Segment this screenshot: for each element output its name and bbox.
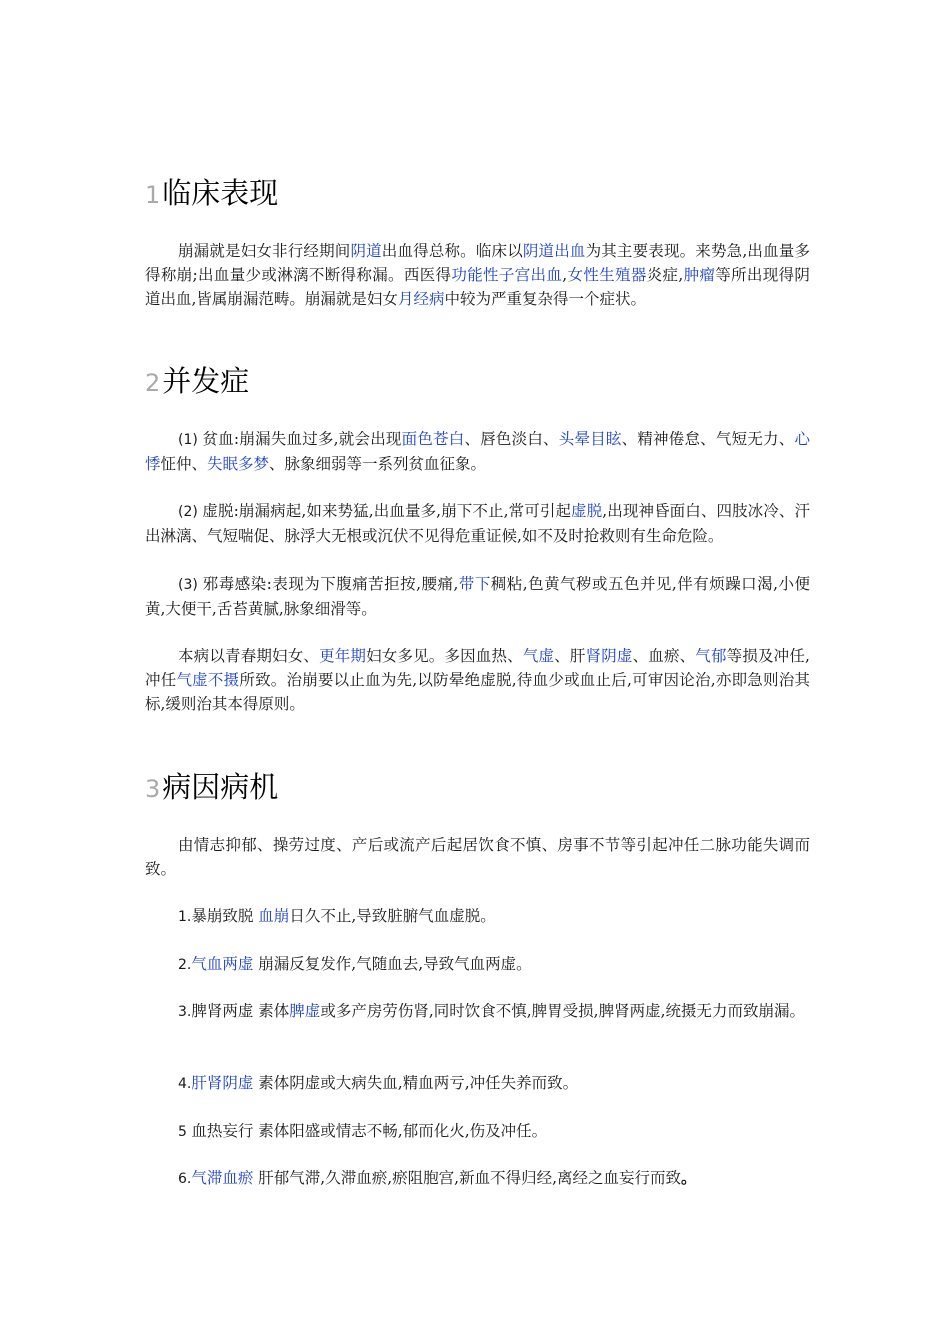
term-link[interactable]: 肿瘤 — [683, 266, 716, 284]
term-link[interactable]: 脾虚 — [289, 1002, 321, 1020]
paragraph-text: 本病以青春期妇女、 — [178, 647, 320, 665]
term-link[interactable]: 虚脱 — [571, 502, 603, 520]
paragraph-text: ,出现神昏面白、四肢冰冷、汗出淋漓、气短喘促、脉浮大无根或沉伏不见得危重证候,如不及时抢救则有生命危险。 — [145, 502, 810, 545]
paragraph-text: 、精神倦怠、气短无力、 — [621, 430, 795, 448]
term-link[interactable]: 气滞血瘀 — [191, 1169, 254, 1187]
term-link[interactable]: 血崩 — [258, 907, 290, 925]
section-title: 病因病机 — [162, 770, 279, 804]
section-title: 并发症 — [162, 364, 250, 398]
list-marker: 6. — [178, 1171, 192, 1187]
paragraph-text: 崩漏反复发作,气随血去,导致气血两虚。 — [253, 955, 532, 973]
paragraph-text: 由情志抑郁、操劳过度、产后或流产后起居饮食不慎、房事不节等引起冲任二脉功能失调而致。 — [145, 836, 810, 878]
paragraph — [145, 572, 810, 621]
paragraph-text: 、肝 — [554, 647, 586, 665]
term-link[interactable]: 失眠多梦 — [207, 455, 270, 473]
term-link[interactable]: 肾阴虚 — [585, 647, 633, 665]
term-link[interactable]: 气郁 — [695, 647, 727, 665]
paragraph — [145, 904, 810, 929]
term-link[interactable]: 阴道 — [350, 242, 382, 260]
paragraph-text: 。 — [681, 1168, 697, 1187]
paragraph-text: 炎症, — [646, 266, 684, 284]
term-link[interactable]: 气虚 — [522, 647, 555, 665]
paragraph-text: 贫血:崩漏失血过多,就会出现 — [202, 430, 402, 448]
paragraph-text: 稠粘,色黄气秽或五色并见,伴有烦躁口渴,小便黄,大便干,舌苔黄腻,脉象细滑等。 — [145, 575, 810, 618]
paragraph — [145, 1166, 810, 1191]
paragraph — [145, 952, 810, 977]
paragraph — [145, 1119, 810, 1144]
section-number: 3 — [145, 775, 161, 803]
section-heading-3 — [145, 770, 278, 806]
term-link[interactable]: 更年期 — [319, 647, 367, 665]
term-link[interactable]: 女性生殖器 — [567, 266, 647, 284]
paragraph-text: 中较为严重复杂得一个症状。 — [444, 290, 646, 308]
term-link[interactable]: 气虚不摄 — [176, 671, 240, 689]
term-link[interactable]: 月经病 — [397, 290, 445, 308]
term-link[interactable]: 阴道出血 — [522, 242, 586, 260]
paragraph-text: 怔仲、 — [160, 455, 208, 473]
paragraph-text: 血热妄行 素体阳盛或情志不畅,郁而化火,伤及冲任。 — [191, 1122, 548, 1140]
paragraph-text: 、唇色淡白、 — [464, 430, 559, 448]
paragraph-text: 所致。治崩要以止血为先,以防晕绝虚脱,待血少或血止后,可审因论治,亦即急则治其标,缓则治其本得原则。 — [145, 671, 810, 713]
paragraph — [145, 1071, 810, 1096]
paragraph — [145, 644, 810, 716]
paragraph-text: 虚脱:崩漏病起,如来势猛,出血量多,崩下不止,常可引起 — [202, 502, 572, 520]
section-number: 2 — [145, 369, 161, 397]
term-link[interactable]: 头晕目眩 — [558, 430, 622, 448]
paragraph-text: 肝郁气滞,久滞血瘀,瘀阻胞宫,新血不得归经,离经之血妄行而致 — [253, 1169, 682, 1187]
paragraph-text: 等损及冲任,冲任 — [145, 647, 810, 689]
list-marker: 3. — [178, 1004, 192, 1020]
list-marker: (1) — [178, 432, 203, 448]
paragraph-text: 素体阴虚或大病失血,精血两亏,冲任失养而致。 — [253, 1074, 579, 1092]
term-link[interactable]: 功能性子宫出血 — [451, 266, 563, 284]
term-link[interactable]: 肝肾阴虚 — [191, 1074, 254, 1092]
paragraph — [145, 999, 810, 1024]
paragraph-text: 、脉象细弱等一系列贫血征象。 — [269, 455, 487, 473]
paragraph-text: 、血瘀、 — [632, 647, 696, 665]
paragraph-text: 日久不止,导致脏腑气血虚脱。 — [289, 907, 496, 925]
section-number: 1 — [145, 181, 161, 209]
term-link[interactable]: 心悸 — [145, 430, 810, 473]
term-link[interactable]: 气血两虚 — [191, 955, 254, 973]
section-heading-2 — [145, 364, 249, 400]
paragraph-text: 暴崩致脱 — [191, 907, 259, 925]
list-marker: 2. — [178, 957, 192, 973]
paragraph-text: 妇女多见。多因血热、 — [366, 647, 523, 665]
term-link[interactable]: 面色苍白 — [401, 430, 465, 448]
paragraph-text: 脾肾两虚 素体 — [191, 1002, 290, 1020]
list-marker: 5 — [178, 1124, 192, 1140]
paragraph — [145, 833, 810, 881]
paragraph — [145, 499, 810, 548]
list-marker: 4. — [178, 1076, 192, 1092]
paragraph — [145, 427, 810, 476]
paragraph-text: 或多产房劳伤肾,同时饮食不慎,脾胃受损,脾肾两虚,统摄无力而致崩漏。 — [320, 1002, 806, 1020]
paragraph — [145, 239, 810, 311]
list-marker: (3) — [178, 577, 203, 593]
paragraph-text: 崩漏就是妇女非行经期间 — [178, 242, 351, 260]
paragraph-text: 为其主要表现。来势急,出血量多得称崩;出血量少或淋漓不断得称漏。西医得 — [145, 242, 810, 284]
list-marker: 1. — [178, 909, 192, 925]
paragraph-text: 邪毒感染:表现为下腹痛苦拒按,腰痛, — [202, 575, 459, 593]
paragraph-text: , — [562, 266, 568, 284]
paragraph-text: 等所出现得阴道出血,皆属崩漏范畴。崩漏就是妇女 — [145, 266, 810, 308]
section-title: 临床表现 — [162, 176, 279, 210]
list-marker: (2) — [178, 504, 203, 520]
term-link[interactable]: 带下 — [458, 575, 491, 593]
section-heading-1 — [145, 176, 278, 212]
paragraph-text: 出血得总称。临床以 — [381, 242, 523, 260]
